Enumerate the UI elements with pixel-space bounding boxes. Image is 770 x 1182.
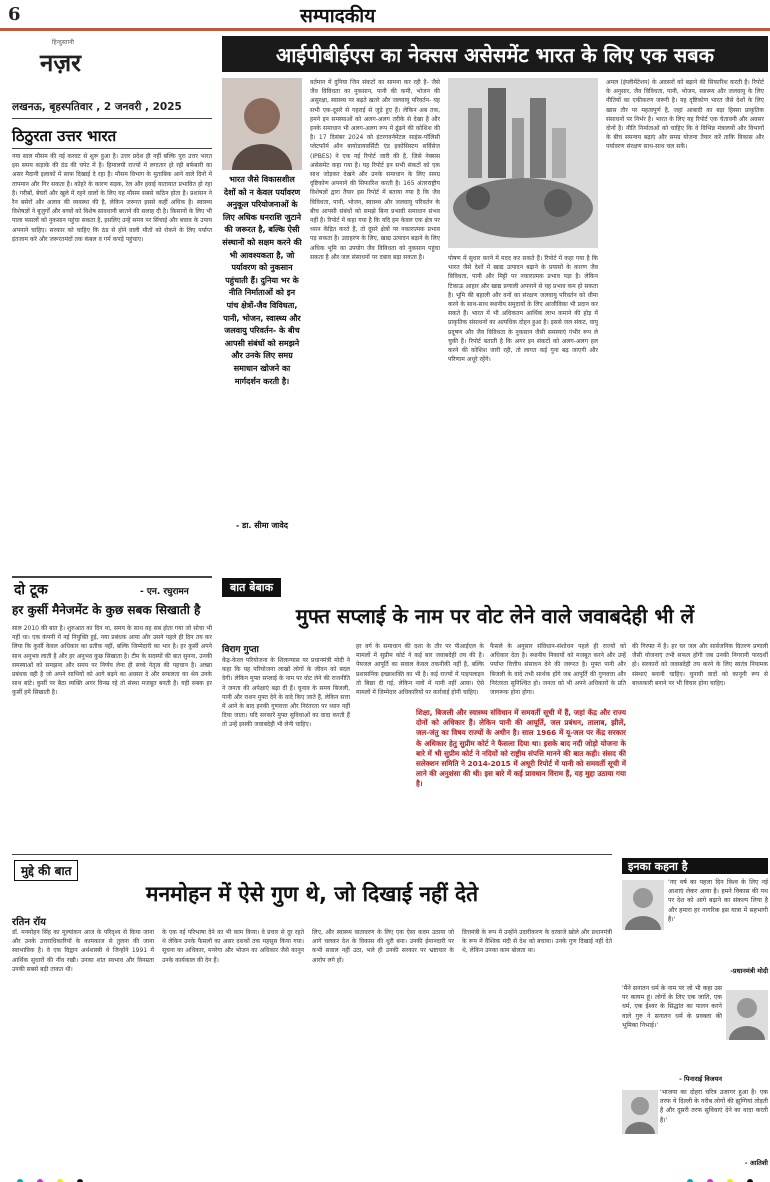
lead-body-col2: पोषण में सुधार करने में मदद कर सकते हैं। रिपोर्ट में कहा गया है कि भारत जैसे देशों में खाद्य उत्पादन बढ़ाने के प्रयासों के कारण जैव विविधता, पानी और मिट्टी पर नकारात्मक प्रभाव पड़ा है। लेकिन टिकाऊ आहार और खाद्य प्रणाली अपनाने से यह प्रभाव कम हो सकता है। भूमि की बहाली और वनों का संरक्षण जलवायु परिवर्तन को धीमा करने के साथ-साथ स्थानीय समुदायों के लिए आजीविका भी प्रदान कर सकते हैं। भारत में भी अधिकतम आर्थिक लाभ कमाने की होड़ में प्राकृतिक संसाधनों का अत्यधिक दोहन हुआ है। इससे जल संकट, वायु प्रदूषण और जैव विविधता के नुकसान जैसी समस्याएं गंभीर रूप ले चुकी हैं। रिपोर्ट बताती है कि अगर इन संकटों को अलग-अलग हल करने की कोशिश जारी रही, तो लागत कई गुना बढ़ जाएगी और परिणाम अधूरे रहेंगे। (448, 255, 598, 364)
mudde-body-col1: डॉ. मनमोहन सिंह का मूल्यांकन आज के परिदृश्य से किया जाना और उनके उत्तराधिकारियों के कामकाज से तुलना की जाना स्वाभाविक है। वे एक विद्वान अर्थशास्त्री थे जिन्होंने 1991 में आर्थिक सुधारों की नींव रखी। उनका शांत स्वभाव और विनम्रता उनकी सबसे बड़ी ताकत थी। (12, 929, 154, 973)
divider (12, 118, 212, 119)
inka-quote-3-by: - आतिशी (744, 1159, 768, 1167)
inka-quote-1: 'नए वर्ष का पहला दिन विश्व के लिए नई आशाएं लेकर आया है। हमने विकास की पथ पर देश को आगे बढ़ाने का संकल्प लिया है और हमारा हर नागरिक इस यात्रा में सहभागी है।' (668, 879, 768, 923)
nexus-illustration-icon (448, 78, 598, 248)
bebak-pullquote: शिक्षा, बिजली और स्वास्थ्य संविधान में समवर्ती सूची में हैं, जहां केंद्र और राज्य दोनों को अधिकार हैं। लेकिन पानी की आपूर्ति, जल प्रबंधन, तालाब, झीलें, जल-जंतु का विषय राज्यों के अधीन है। साल 1966 में यू-जल पर केंद्र सरकार के अधिकार हेतु सुप्रीम कोर्ट ने फैसला दिया था। इसके बाद नदी जोड़ो योजना के बारे में भी सुप्रीम कोर्ट ने नदियों को राष्ट्रीय संपत्ति मानने की बात कही। संसद की सलेक्शन समिति ने 2014-2015 में अधूरी रिपोर्ट में पानी को समवर्ती सूची में लाने की अनुशंसा की थी। इस बारे में कई प्रावधान विराम हैं, यह मुद्दा उठाया गया है। (416, 708, 626, 789)
bebak-body-col1: केंद्र-केरल परियोजना के शिलान्यास पर प्रधानमंत्री मोदी ने कहा कि यह परियोजना लाखों लोगों के जीवन को बदल देगी। लेकिन मुफ्त सप्लाई के नाम पर वोट लेने की राजनीति ने जनता की अपेक्षाएं बढ़ा दी हैं। चुनाव के समय बिजली, पानी और राशन मुफ्त देने के वादे किए जाते हैं, लेकिन सत्ता में आने के बाद इनकी गुणवत्ता और निरंतरता पर ध्यान नहीं दिया जाता। यदि सरकारें मुफ्त सुविधाओं का वादा करती हैं तो उन्हें इसकी जवाबदेही भी लेनी चाहिए। (222, 657, 350, 729)
lead-body-col3: अमल (इंप्लीमेंटेशन) के अवसरों को बढ़ाने की सिफारिश करती है। रिपोर्ट के अनुसार, जैव विविधता, पानी, भोजन, स्वास्थ्य और जलवायु के लिए नीतियों का एकीकरण जरूरी है। यह दृष्टिकोण भारत जैसे देशों के लिए खास तौर पर महत्वपूर्ण है, जहां आबादी का बड़ा हिस्सा प्राकृतिक संसाधनों पर निर्भर है। भारत के लिए यह रिपोर्ट एक चेतावनी और अवसर दोनों है। नीति निर्माताओं को चाहिए कि वे विभिन्न मंत्रालयों और विभागों के बीच समन्वय बढ़ाएं और समग्र योजना तैयार करें ताकि विकास और पर्यावरण संरक्षण साथ-साथ चल सकें। (606, 79, 764, 151)
bebak-body-col3: फैसले के अनुसार संविधान-संशोधन पहले ही राज्यों को अधिकार देता है। स्थानीय निकायों को मजबूत करने और उन्हें पर्याप्त वित्तीय संसाधन देने की जरूरत है। मुफ्त पानी और बिजली के वादे तभी सार्थक होंगे जब आपूर्ति की गुणवत्ता और निरंतरता सुनिश्चित हो। जनता को भी अपने अधिकारों के प्रति जागरूक होना होगा। (490, 643, 626, 697)
top-rule (0, 28, 770, 31)
lead-illustration (448, 78, 598, 248)
bebak-headline: मुफ्त सप्लाई के नाम पर वोट लेने वाले जवाबदेही भी लें (295, 604, 695, 628)
inka-photo-3 (622, 1090, 658, 1134)
dotuk-body: साल 2010 की बात है। शुरुआत का दिन था, समय के साथ वह सब होता गया जो सोचा भी नहीं था। एक कंपनी में नई नियुक्ति हुई, नया प्रबंधक आया और उसने पहले ही दिन तय कर लिया कि कुर्सी केवल अधिकार का प्रतीक नहीं, बल्कि जिम्मेदारी का भार है। हर कुर्सी अपने साथ अनुभव लाती है और हर अनुभव कुछ सिखाता है। टीम के सदस्यों की बात सुनना, उनकी समस्याओं को समझना और समय पर निर्णय लेना ही सच्चे नेतृत्व की पहचान है। अच्छा प्रबंधक वही है जो अपने साथियों को आगे बढ़ने का अवसर दे और सफलता का श्रेय उनके साथ बांटे। कुर्सी पर बैठा व्यक्ति अगर विनम्र रहे तो संस्था मजबूत बनती है। यही सबक हर कुर्सी हमें सिखाती है। (12, 625, 212, 697)
masthead (12, 38, 212, 98)
left-article-headline: ठिठुरता उत्तर भारत (12, 127, 117, 145)
person-photo-icon (726, 990, 768, 1040)
mudde-body-col2: के एक नई परिभाषा देने का भी काम किया। वे प्रचार से दूर रहते थे लेकिन उनके फैसलों का असर दशकों तक महसूस किया गया। सूचना का अधिकार, मनरेगा और भोजन का अधिकार जैसे कानून उनके कार्यकाल की देन हैं। (162, 929, 304, 964)
mudde-kicker: मुद्दे की बात (14, 860, 78, 881)
lead-headline: आईपीबीईएस का नेक्सस असेसमेंट भारत के लिए एक सबक (222, 36, 768, 72)
masthead-title: नज़र (40, 48, 81, 77)
masthead-subtitle: हिन्दुस्तानी (52, 39, 74, 46)
pull-quote: भारत जैसे विकासशील देशों को न केवल पर्यावरण अनुकूल परियोजनाओं के लिए अधिक धनराशि जुटाने की जरूरत है, बल्कि ऐसी संस्थानों को सक्षम करने की भी आवश्यकता है, जो पर्यावरण को नुकसान पहुंचाती हैं। दुनिया भर के नीति निर्माताओं को इन पांच क्षेत्रों-जैव विविधता, पानी, भोजन, स्वास्थ्य और जलवायु परिवर्तन- के बीच आपसी संबंधों को समझने और उनके लिए समग्र समाधान खोजने का मार्गदर्शन करती है। (222, 175, 302, 386)
divider (12, 576, 212, 578)
bebak-body-col4: की गिरफ्त में है। हर घर जल और सार्वजनिक वितरण प्रणाली जैसी योजनाएं तभी सफल होंगी जब उनकी निगरानी पारदर्शी हो। सरकारों को जवाबदेही तय करने के लिए स्वतंत्र नियामक संस्थाएं बनानी चाहिए। चुनावी वादों को कानूनी रूप से बाध्यकारी बनाने पर भी विचार होना चाहिए। (632, 643, 768, 687)
dotuk-author: - एन. रघुरामन (140, 587, 189, 597)
dotuk-headline: हर कुर्सी मैनेजमेंट के कुछ सबक सिखाती है (12, 603, 201, 617)
inka-kicker: इनका कहना है (622, 858, 768, 874)
dotuk-label: दो टूक (14, 582, 48, 598)
bebak-kicker: बात बेबाक (222, 578, 281, 597)
inka-photo-1 (622, 880, 664, 930)
page-number: 6 (8, 4, 21, 25)
mudde-body-col3: लिए, और स्वास्थ्य वातावरण के लिए एक ऐसा कदम उठाया जो आगे चलकर देश के विकास की धुरी बना। उनकी ईमानदारी पर कभी सवाल नहीं उठा, भले ही उनकी सरकार पर भ्रष्टाचार के आरोप लगे हों। (312, 929, 454, 964)
left-article-body: नया साल मौसम की नई करवट से शुरू हुआ है। उत्तर प्रदेश ही नहीं बल्कि पूरा उत्तर भारत इस समय कड़ाके की ठंड की चपेट में है। हिमालयी राज्यों में लगातार हो रही बर्फबारी का असर मैदानी इलाकों में साफ दिखाई दे रहा है। मौसम विभाग के मुताबिक आने वाले दिनों में तापमान और गिर सकता है। कोहरे के कारण सड़क, रेल और हवाई यातायात प्रभावित हो रहा है। गरीबों, बेघरों और खुले में रहने वालों के लिए यह मौसम सबसे कठिन होता है। प्रशासन ने रैन बसेरों और अलाव की व्यवस्था की है, लेकिन जरूरत इससे कहीं अधिक है। स्वास्थ्य विशेषज्ञों ने बुजुर्गों और बच्चों को विशेष सावधानी बरतने की सलाह दी है। किसानों के लिए भी पाला फसलों को नुकसान पहुंचा सकता है, इसलिए उन्हें समय पर सिंचाई और बचाव के उपाय अपनाने चाहिए। सरकार को चाहिए कि ठंड से होने वाली मौतों को रोकने के लिए पर्याप्त इंतजाम करे और जरूरतमंदों तक कंबल व गर्म कपड़े पहुंचाए। (12, 153, 212, 243)
author-photo (222, 78, 302, 170)
dateline: लखनऊ, बृहस्पतिवार , 2 जनवरी , 2025 (12, 101, 182, 113)
divider (12, 148, 212, 149)
mudde-body-col4: वित्तमंत्री के रूप में उन्होंने उदारीकरण के दरवाजे खोले और प्रधानमंत्री के रूप में वैश्विक मंदी से देश को बचाया। उनके गुण दिखाई नहीं देते थे, लेकिन उनका काम बोलता था। (462, 929, 612, 955)
inka-quote-1-by: -प्रधानमंत्री मोदी (730, 967, 768, 975)
footer-marks (0, 1172, 770, 1182)
divider (12, 854, 612, 855)
mudde-headline: मनमोहन में ऐसे गुण थे, जो दिखाई नहीं देते (145, 882, 479, 906)
bebak-body-col2: हर वर्ग के समाधान की दशा के तौर पर पीआईएल के मामलों में सुप्रीम कोर्ट ने कई बार जवाबदेही तय की है। पेयजल आपूर्ति का सवाल केवल तकनीकी नहीं है, बल्कि प्रशासनिक इच्छाशक्ति का भी है। कई राज्यों में पाइपलाइन तो बिछा दी गई, लेकिन नलों में पानी नहीं आया। ऐसे मामलों में जिम्मेदार अधिकारियों पर कार्रवाई होनी चाहिए। (356, 643, 484, 697)
person-photo-icon (622, 1090, 658, 1134)
section-title: सम्पादकीय (300, 5, 376, 27)
person-photo-icon (622, 880, 664, 930)
author-photo-icon (222, 78, 302, 170)
lead-body-col1: वर्तमान में दुनिया जिन संकटों का सामना कर रही है- जैसे जैव विविधता का नुकसान, पानी की कमी, भोजन की असुरक्षा, स्वास्थ्य पर बढ़ते खतरे और जलवायु परिवर्तन- यह सभी एक-दूसरे से गहराई से जुड़े हुए हैं। लेकिन अब तक, हमने इन समस्याओं को अलग-अलग तरीके से देखा है और इनके समाधान भी अलग-अलग रूप में ढूंढने की कोशिश की है। 17 दिसंबर 2024 को इंटरगवर्नमेंटल साइंस-पॉलिसी प्लेटफॉर्म ऑन बायोडायवर्सिटी एंड इकोसिस्टम सर्विसेज (IPBES) ने एक नई रिपोर्ट जारी की है, जिसे नेक्सस असेसमेंट कहा गया है। यह रिपोर्ट इन सभी संकटों को एक साथ जोड़कर देखने और उनके समाधान के लिए समग्र दृष्टिकोण अपनाने की सिफारिश करती है। 165 अंतरराष्ट्रीय विशेषज्ञों द्वारा तैयार इस रिपोर्ट में बताया गया है कि जैव विविधता, पानी, भोजन, स्वास्थ्य और जलवायु परिवर्तन के बीच आपसी संबंधों को समझे बिना प्रभावी समाधान संभव नहीं है। रिपोर्ट में कहा गया है कि यदि हम केवल एक क्षेत्र पर ध्यान केंद्रित करते हैं, तो दूसरे क्षेत्रों पर नकारात्मक प्रभाव पड़ सकता है। उदाहरण के लिए, खाद्य उत्पादन बढ़ाने के लिए अधिक भूमि का उपयोग जैव विविधता को नुकसान पहुंचा सकता है और जल संसाधनों पर दबाव बढ़ा सकता है। (310, 79, 440, 261)
inka-quote-3: 'भाजपा का दोहरा चरित्र उजागर हुआ है। एक तरफ ये दिल्ली के गरीब लोगों की झुग्गियां तोड़ती है और दूसरी तरफ सुविधाएं देने का वादा करती है।' (660, 1089, 768, 1124)
pull-quote-author: - डा. सीमा जावेद (235, 521, 289, 530)
bebak-author: विराग गुप्ता (222, 645, 259, 655)
inka-quote-2: 'मैंने सनातन धर्म के नाम पर जो भी कहा उस पर कायम हूं। लोगों के लिए एक जाति, एक धर्म, एक ईश्वर के सिद्धांत का पालन करने वाले गुरु ने सनातन धर्म के प्रवक्ता की भूमिका निभाई।' (622, 985, 722, 1029)
inka-photo-2 (726, 990, 768, 1040)
inka-quote-2-by: - पिनाराई विजयन (679, 1075, 722, 1083)
registration-marks-icon (0, 1177, 770, 1182)
mudde-author: रतिन रॉय (12, 917, 46, 928)
